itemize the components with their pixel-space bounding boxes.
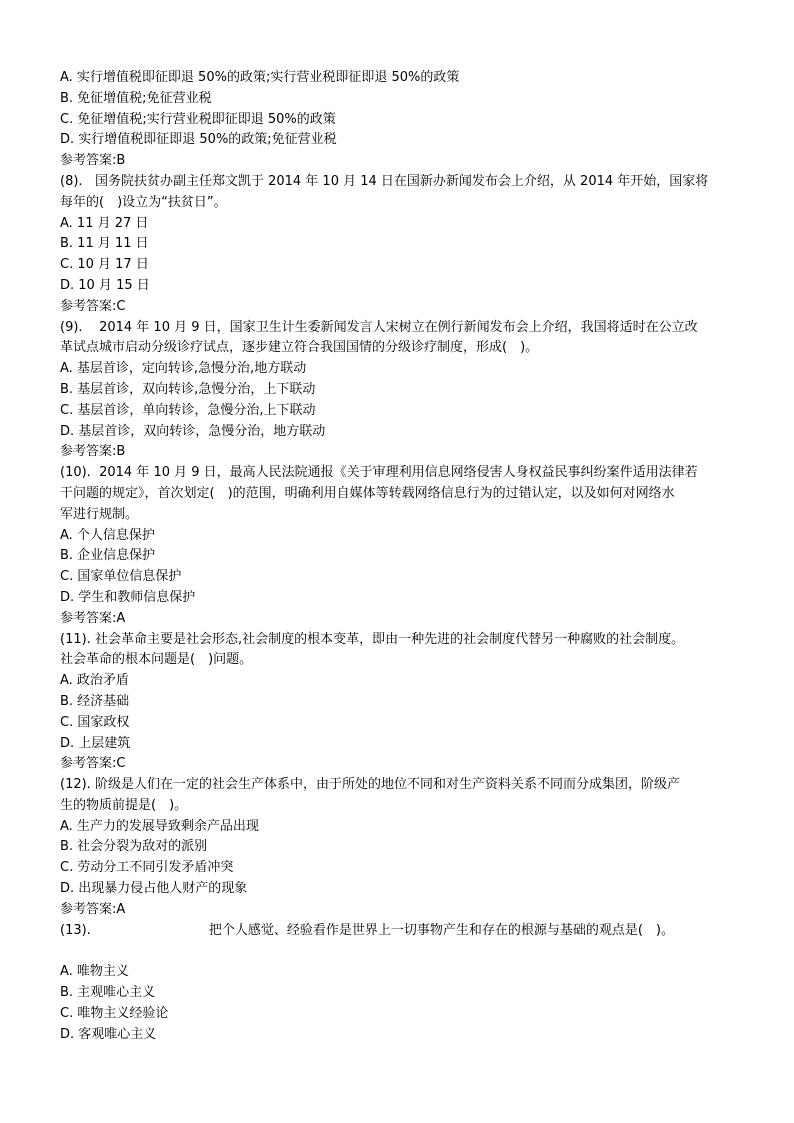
question-stem: 社会革命主要是社会形态,社会制度的根本变革，即由一种先进的社会制度代替另一种腐败的社会制度。 xyxy=(94,631,685,647)
option-d: D. 实行增值税即征即退 50%的政策;免征营业税 xyxy=(60,132,337,148)
question-8 xyxy=(60,172,740,318)
question-number: (13). xyxy=(60,922,91,938)
question-stem-cont: 革试点城市启动分级诊疗试点，逐步建立符合我国国情的分级诊疗制度，形成( )。 xyxy=(60,340,539,356)
option-c: C. 免征增值税;实行营业税即征即退 50%的政策 xyxy=(60,111,336,127)
option-b: B. 11 月 11 日 xyxy=(60,236,149,252)
question-stem: 2014 年 10 月 9 日，国家卫生计生委新闻发言人宋树立在例行新闻发布会上介绍，我国将适时在公立改 xyxy=(99,319,698,335)
option-a: A. 政治矛盾 xyxy=(60,673,129,689)
reference-answer: 参考答案:A xyxy=(60,901,126,917)
question-stem: 国务院扶贫办副主任郑文凯于 2014 年 10 月 14 日在国新办新闻发布会上介绍，从 2014 年开始，国家将 xyxy=(94,173,709,189)
option-d: D. 出现暴力侵占他人财产的现象 xyxy=(60,881,248,897)
option-a: A. 个人信息保护 xyxy=(60,527,155,543)
reference-answer: 参考答案:C xyxy=(60,298,126,314)
option-c: C. 基层首诊，单向转诊，急慢分治,上下联动 xyxy=(60,402,316,418)
option-d: D. 客观唯心主义 xyxy=(60,1026,157,1042)
option-c: C. 10 月 17 日 xyxy=(60,257,149,273)
option-b: B. 主观唯心主义 xyxy=(60,985,156,1001)
option-a: A. 唯物主义 xyxy=(60,964,129,980)
question-stem: 把个人感觉、经验看作是世界上一切事物产生和存在的根源与基础的观点是( )。 xyxy=(208,922,674,938)
option-a: A. 实行增值税即征即退 50%的政策;实行营业税即征即退 50%的政策 xyxy=(60,70,460,85)
question-stem: 阶级是人们在一定的社会生产体系中，由于所处的地位不同和对生产资料关系不同而分成集团，阶级产 xyxy=(94,777,680,793)
option-b: B. 免征增值税;免征营业税 xyxy=(60,90,212,106)
question-7 xyxy=(60,68,740,172)
question-13 xyxy=(60,921,740,1046)
option-a: A. 生产力的发展导致剩余产品出现 xyxy=(60,818,259,834)
option-a: A. 11 月 27 日 xyxy=(60,215,149,231)
question-number: (11). xyxy=(60,631,91,647)
reference-answer: 参考答案:A xyxy=(60,610,126,626)
option-b: B. 经济基础 xyxy=(60,693,130,709)
question-11 xyxy=(60,630,740,776)
option-b: B. 社会分裂为敌对的派别 xyxy=(60,839,208,855)
option-d: D. 学生和教师信息保护 xyxy=(60,589,196,605)
option-d: D. 基层首诊，双向转诊，急慢分治，地方联动 xyxy=(60,423,326,439)
reference-answer: 参考答案:B xyxy=(60,444,126,460)
question-number: (12). xyxy=(60,777,91,793)
question-stem-cont: 生的物质前提是( )。 xyxy=(60,797,188,813)
question-number: (10). xyxy=(60,465,91,481)
question-stem-cont: 每年的( )设立为“扶贫日”。 xyxy=(60,194,227,210)
option-c: C. 唯物主义经验论 xyxy=(60,1005,169,1021)
question-stem-cont: 干问题的规定》，首次划定( )的范围，明确利用自媒体等转载网络信息行为的过错认定，以及如何对网络水 xyxy=(60,485,675,501)
option-a: A. 基层首诊，定向转诊,急慢分治,地方联动 xyxy=(60,361,307,377)
option-c: C. 国家政权 xyxy=(60,714,130,730)
document-page xyxy=(60,68,740,1045)
question-number: (8). xyxy=(60,173,83,189)
question-10 xyxy=(60,463,740,629)
option-d: D. 上层建筑 xyxy=(60,735,131,751)
option-b: B. 企业信息保护 xyxy=(60,548,156,564)
option-b: B. 基层首诊，双向转诊,急慢分治，上下联动 xyxy=(60,381,316,397)
option-c: C. 国家单位信息保护 xyxy=(60,569,182,585)
question-12 xyxy=(60,775,740,921)
question-stem-cont: 社会革命的根本问题是( )问题。 xyxy=(60,652,253,668)
reference-answer: 参考答案:B xyxy=(60,153,126,169)
reference-answer: 参考答案:C xyxy=(60,756,126,772)
question-number: (9). xyxy=(60,319,83,335)
option-d: D. 10 月 15 日 xyxy=(60,277,150,293)
question-stem-cont: 军进行规制。 xyxy=(60,506,139,522)
question-9 xyxy=(60,318,740,464)
question-stem: 2014 年 10 月 9 日，最高人民法院通报《关于审理利用信息网络侵害人身权益民事纠纷案件适用法律若 xyxy=(99,465,698,481)
option-c: C. 劳动分工不同引发矛盾冲突 xyxy=(60,860,234,876)
